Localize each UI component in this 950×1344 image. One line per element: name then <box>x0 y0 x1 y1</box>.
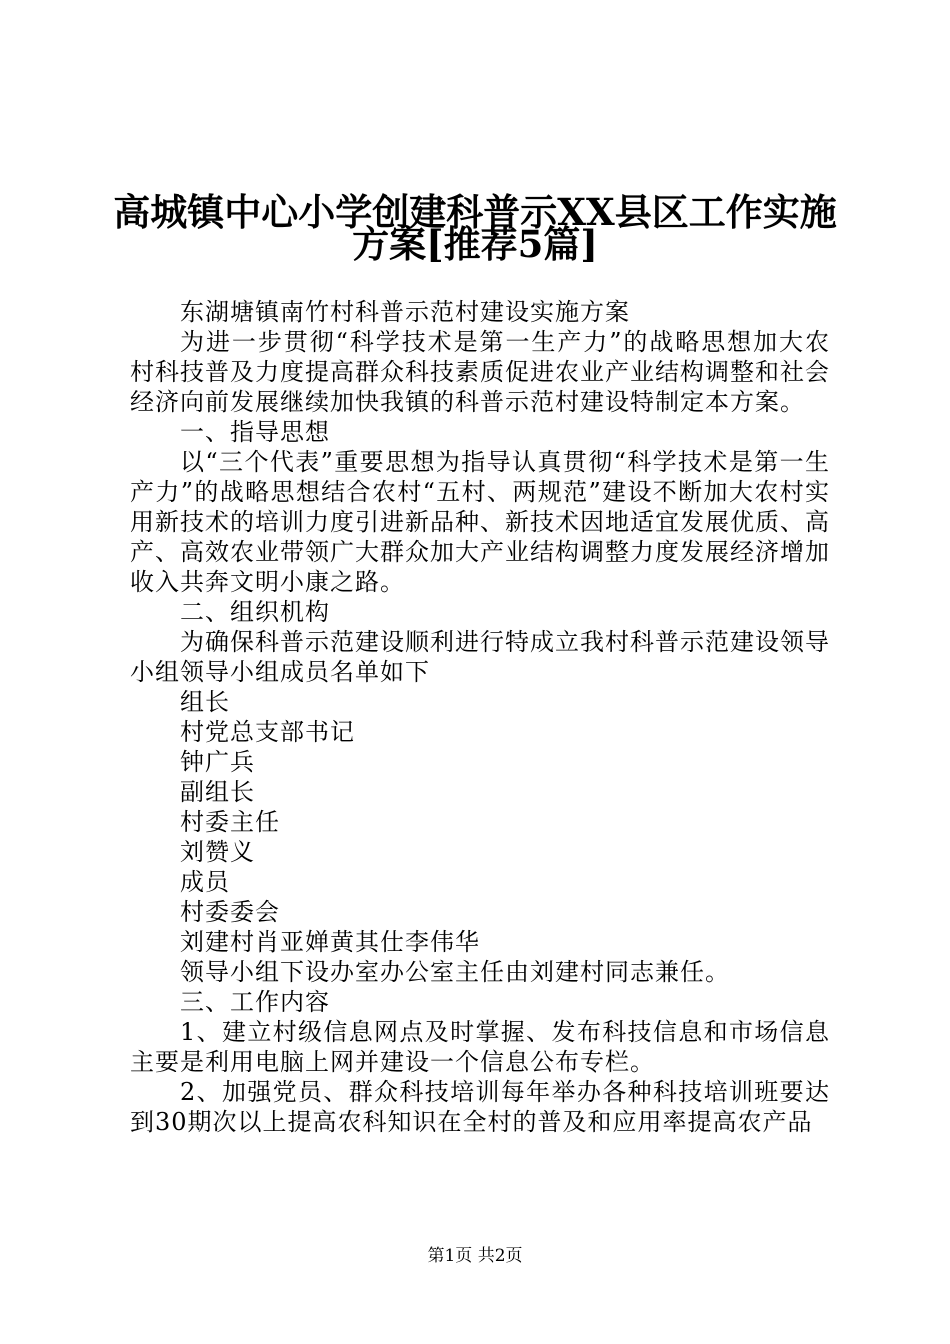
list-item: 村委委会 <box>180 898 280 926</box>
section-heading: 二、组织机构 <box>180 598 330 626</box>
list-item: 组长 <box>180 688 230 716</box>
paragraph: 1、建立村级信息网点及时掌握、发布科技信息和市场信息主要是利用电脑上网并建设一个信息公布专栏。 <box>130 1018 830 1076</box>
list-item: 村党总支部书记 <box>180 718 355 746</box>
paragraph: 东湖塘镇南竹村科普示范村建设实施方案 <box>180 298 630 326</box>
list-item: 刘赞义 <box>180 838 255 866</box>
paragraph: 2、加强党员、群众科技培训每年举办各种科技培训班要达到30期次以上提高农科知识在全村的普及和应用率提高农产品 <box>130 1078 830 1136</box>
list-item: 成员 <box>180 868 230 896</box>
section-heading: 三、工作内容 <box>180 988 330 1016</box>
list-item: 副组长 <box>180 778 255 806</box>
section-heading: 一、指导思想 <box>180 418 330 446</box>
document-body <box>130 297 830 1137</box>
list-item: 刘建村肖亚婵黄其仕李伟华 <box>180 928 480 956</box>
paragraph: 为进一步贯彻“科学技术是第一生产力”的战略思想加大农村科技普及力度提高群众科技素质促进农业产业结构调整和社会经济向前发展继续加快我镇的科普示范村建设特制定本方案。 <box>130 328 830 416</box>
paragraph: 以“三个代表”重要思想为指导认真贯彻“科学技术是第一生产力”的战略思想结合农村“五村、两规范”建设不断加大农村实用新技术的培训力度引进新品种、新技术因地适宜发展优质、高产、高效农业带领广大群众加大产业结构调整力度发展经济增加收入共奔文明小康之路。 <box>130 448 830 596</box>
paragraph: 领导小组下设办室办公室主任由刘建村同志兼任。 <box>180 958 730 986</box>
page-footer: 第1页 共2页 <box>427 1246 523 1266</box>
list-item: 村委主任 <box>180 808 280 836</box>
document-title-line-1: 高城镇中心小学创建科普示XX县区工作实施 <box>113 190 837 234</box>
paragraph: 为确保科普示范建设顺利进行特成立我村科普示范建设领导小组领导小组成员名单如下 <box>130 628 830 686</box>
list-item: 钟广兵 <box>180 748 255 776</box>
document-title-line-2: 方案[推荐5篇] <box>352 222 598 266</box>
